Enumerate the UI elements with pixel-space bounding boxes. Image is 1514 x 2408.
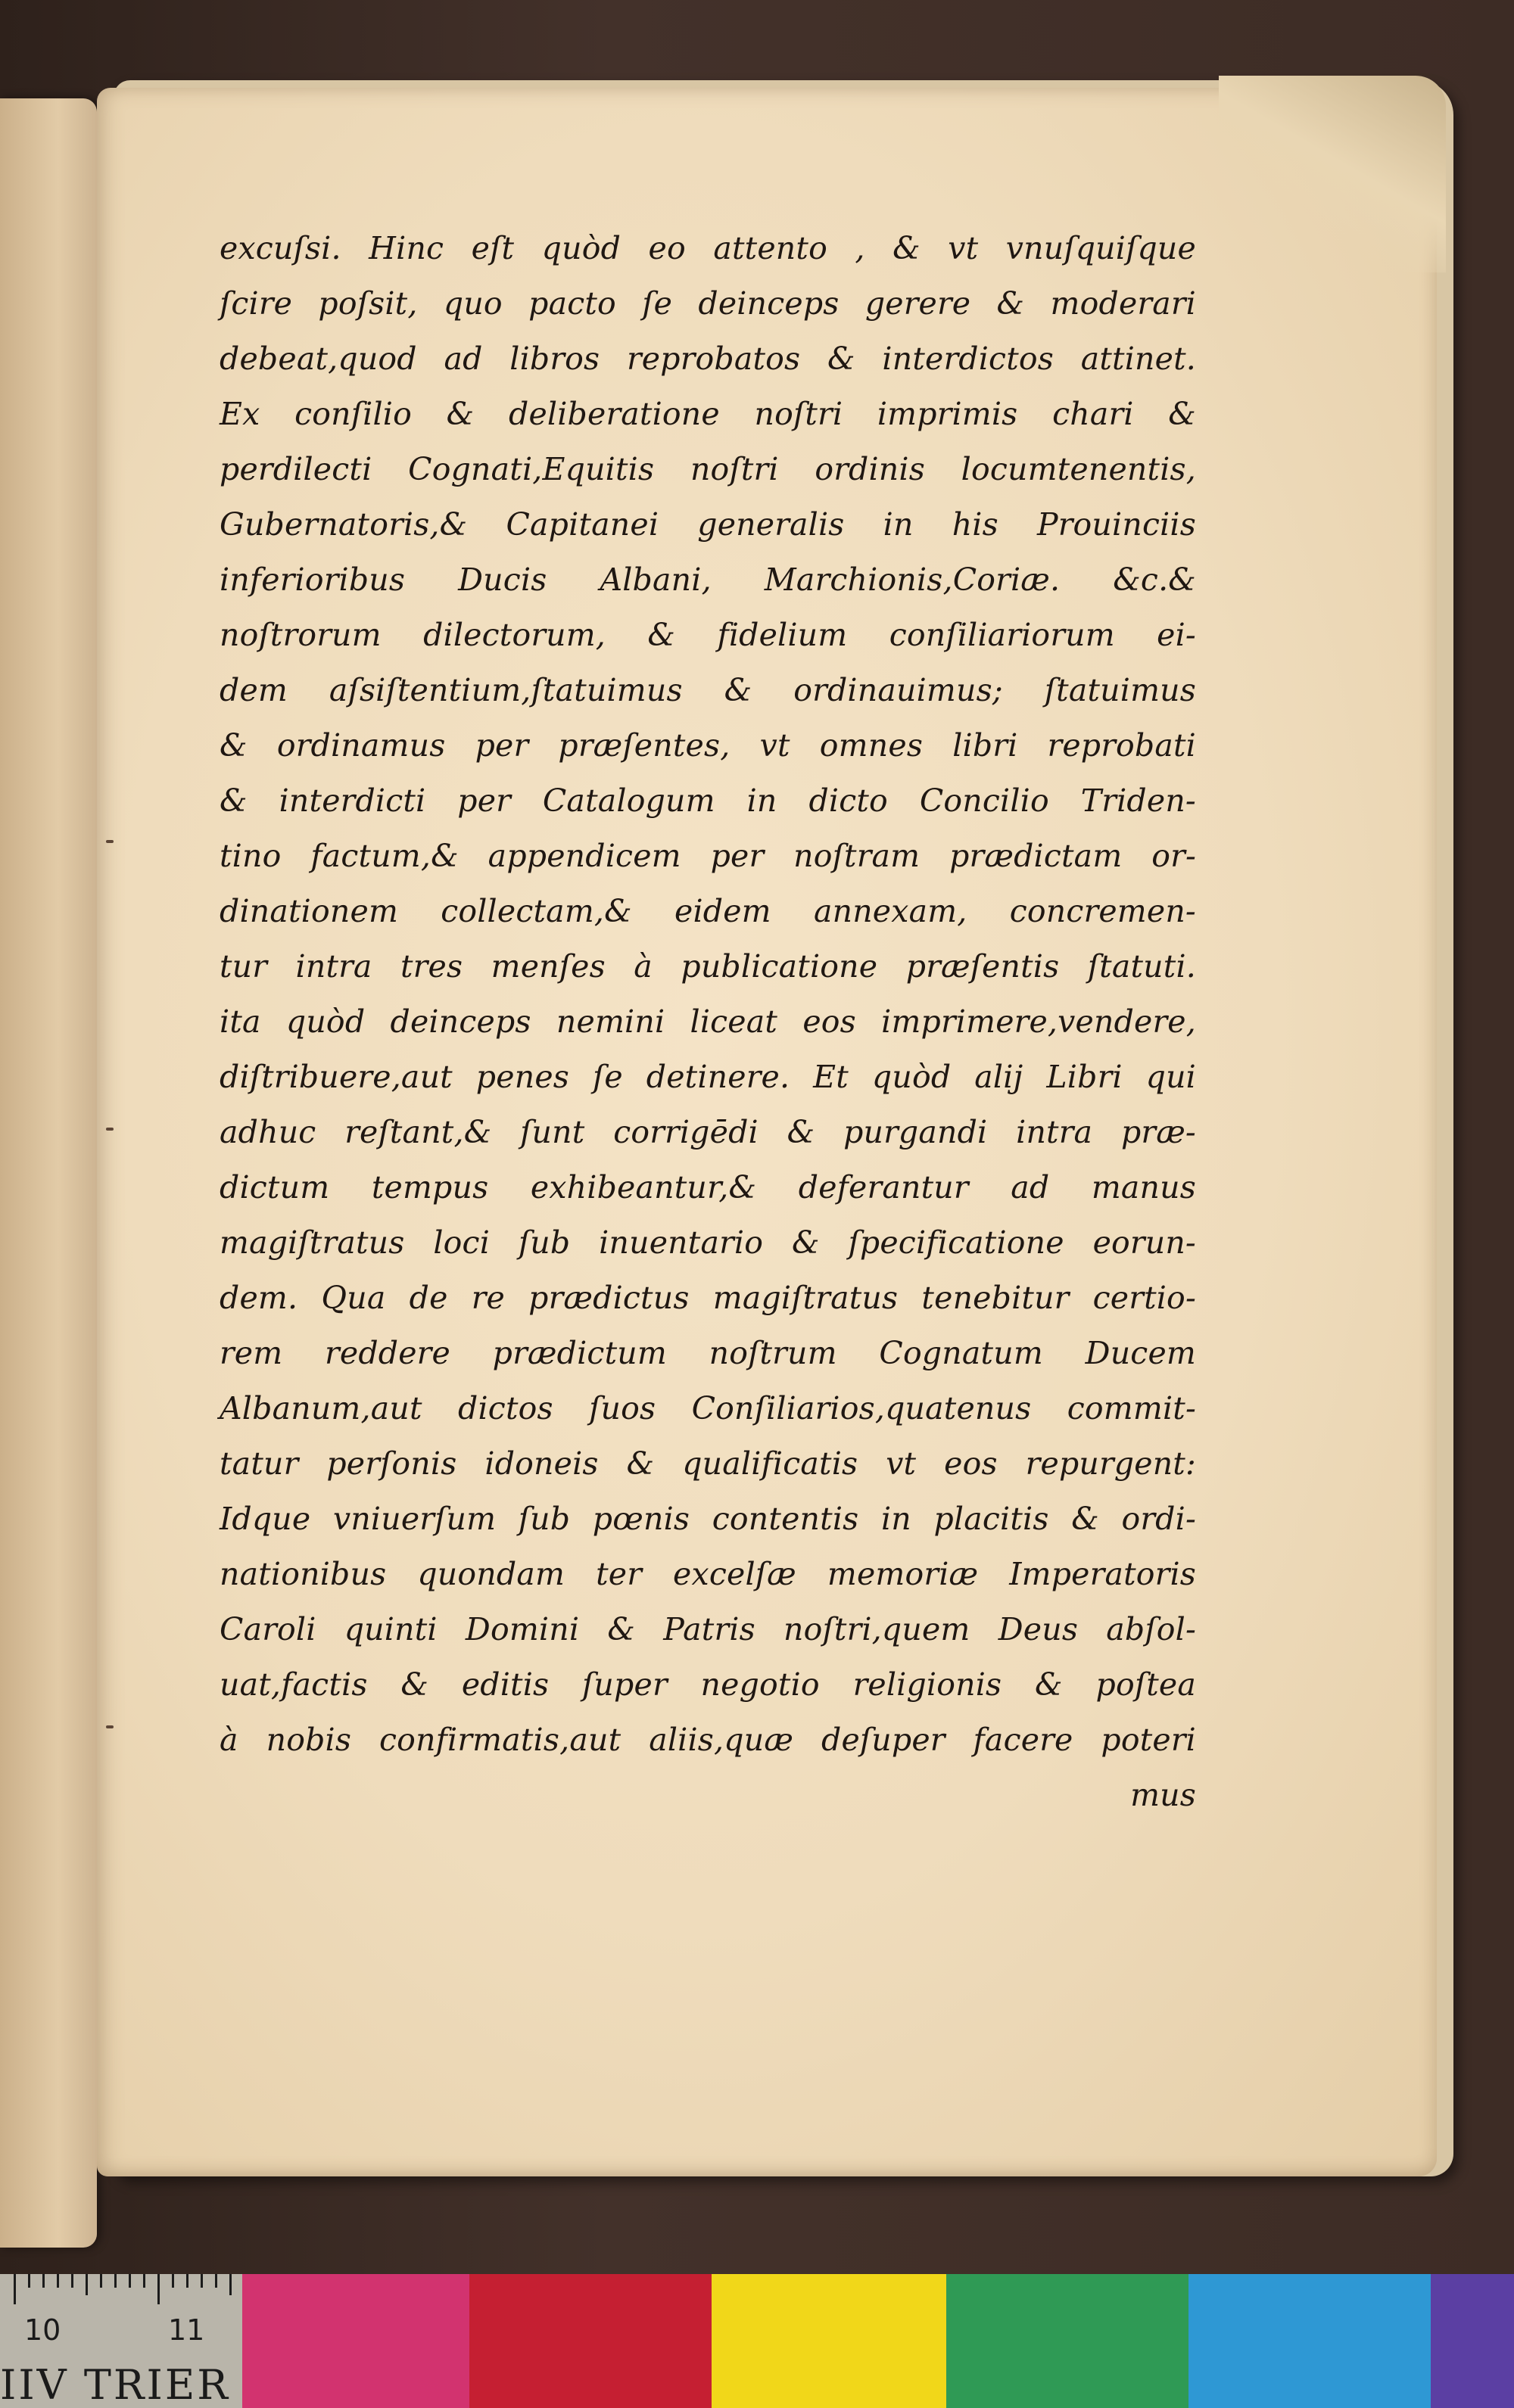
- text-line: tur intra tres menſes à publicatione præſentis ſtatuti.: [220, 948, 1196, 985]
- text-line: à nobis confirmatis,aut aliis,quæ deſuper facere poteri: [220, 1722, 1196, 1758]
- ruler-tick: [129, 2274, 131, 2288]
- text-line: uat,factis & editis ſuper negotio religionis & poſtea: [220, 1666, 1196, 1703]
- ruler-tick: [14, 2274, 16, 2304]
- text-line: perdilecti Cognati,Equitis noſtri ordinis locumtenentis,: [220, 451, 1196, 487]
- text-line: Caroli quinti Domini & Patris noſtri,quem Deus abſol-: [220, 1611, 1196, 1647]
- text-line: magiſtratus loci ſub inuentario & ſpecificatione eorun-: [220, 1224, 1196, 1261]
- text-line: Idque vniuerſum ſub pœnis contentis in placitis & ordi-: [220, 1501, 1196, 1537]
- text-line: excuſsi. Hinc eſt quòd eo attento , & vt vnuſquiſque: [220, 230, 1196, 266]
- text-line: dem. Qua de re prædictus magiſtratus tenebitur certio-: [220, 1280, 1196, 1316]
- text-line: ita quòd deinceps nemini liceat eos imprimere,vendere,: [220, 1003, 1196, 1040]
- ruler-tick: [28, 2274, 30, 2288]
- text-line: Gubernatoris,& Capitanei generalis in his Prouinciis: [220, 506, 1196, 543]
- previous-page-edge: [0, 98, 97, 2248]
- ruler-tick: [157, 2274, 160, 2304]
- ruler-tick: [100, 2274, 102, 2288]
- ruler-tick: [172, 2274, 174, 2288]
- ruler-ticks: [0, 2274, 242, 2304]
- ruler-tick: [201, 2274, 203, 2288]
- text-line: ſcire poſsit, quo pacto ſe deinceps gerere & moderari: [220, 285, 1196, 322]
- text-line: dem aſsiſtentium,ſtatuimus & ordinauimus; ſtatuimus: [220, 672, 1196, 708]
- text-line: tino factum,& appendicem per noſtram prædictam or-: [220, 838, 1196, 874]
- color-swatch: [242, 2274, 469, 2408]
- color-swatch: [712, 2274, 946, 2408]
- ruler-tick: [57, 2274, 59, 2288]
- ruler-tick: [229, 2274, 232, 2295]
- text-line: dictum tempus exhibeantur,& deferantur ad manus: [220, 1169, 1196, 1206]
- text-line: rem reddere prædictum noſtrum Cognatum Ducem: [220, 1335, 1196, 1371]
- ruler-tick: [186, 2274, 188, 2288]
- color-swatch: [1188, 2274, 1431, 2408]
- ruler-tick: [143, 2274, 145, 2288]
- ruler-tick: [42, 2274, 45, 2288]
- text-line: & interdicti per Catalogum in dicto Concilio Triden-: [220, 782, 1196, 819]
- text-line: inferioribus Ducis Albani, Marchionis,Coriæ. &c.&: [220, 562, 1196, 598]
- color-swatch: [946, 2274, 1188, 2408]
- ruler-number-11: 11: [168, 2313, 205, 2347]
- text-line: noſtrorum dilectorum, & fidelium conſiliariorum ei-: [220, 617, 1196, 653]
- ruler-tick: [215, 2274, 217, 2288]
- archive-label: IIV TRIER: [0, 2363, 230, 2408]
- page-corner-fold: [1219, 76, 1446, 272]
- ruler-tick: [86, 2274, 88, 2295]
- color-swatch: [469, 2274, 712, 2408]
- text-line: & ordinamus per præſentes, vt omnes libri reprobati: [220, 727, 1196, 764]
- text-line: nationibus quondam ter excelſæ memoriæ Imperatoris: [220, 1556, 1196, 1592]
- text-line: adhuc reſtant,& ſunt corrigēdi & purgandi intra præ-: [220, 1114, 1196, 1150]
- text-line: debeat,quod ad libros reprobatos & interdictos attinet.: [220, 341, 1196, 377]
- ruler-number-10: 10: [24, 2313, 61, 2347]
- text-line: tatur perſonis idoneis & qualificatis vt eos repurgent:: [220, 1445, 1196, 1482]
- page-text: [220, 221, 1196, 1823]
- gutter-marks: [106, 840, 129, 1748]
- ruler-tick: [71, 2274, 73, 2288]
- text-line: diſtribuere,aut penes ſe detinere. Et quòd alij Libri qui: [220, 1059, 1196, 1095]
- text-line: dinationem collectam,& eidem annexam, concremen-: [220, 893, 1196, 929]
- catchword: mus: [1130, 1777, 1196, 1813]
- ruler-tick: [114, 2274, 117, 2288]
- text-line: Ex conſilio & deliberatione noſtri imprimis chari &: [220, 396, 1196, 432]
- color-swatch: [1431, 2274, 1514, 2408]
- text-line: Albanum,aut dictos ſuos Conſiliarios,quatenus commit-: [220, 1390, 1196, 1426]
